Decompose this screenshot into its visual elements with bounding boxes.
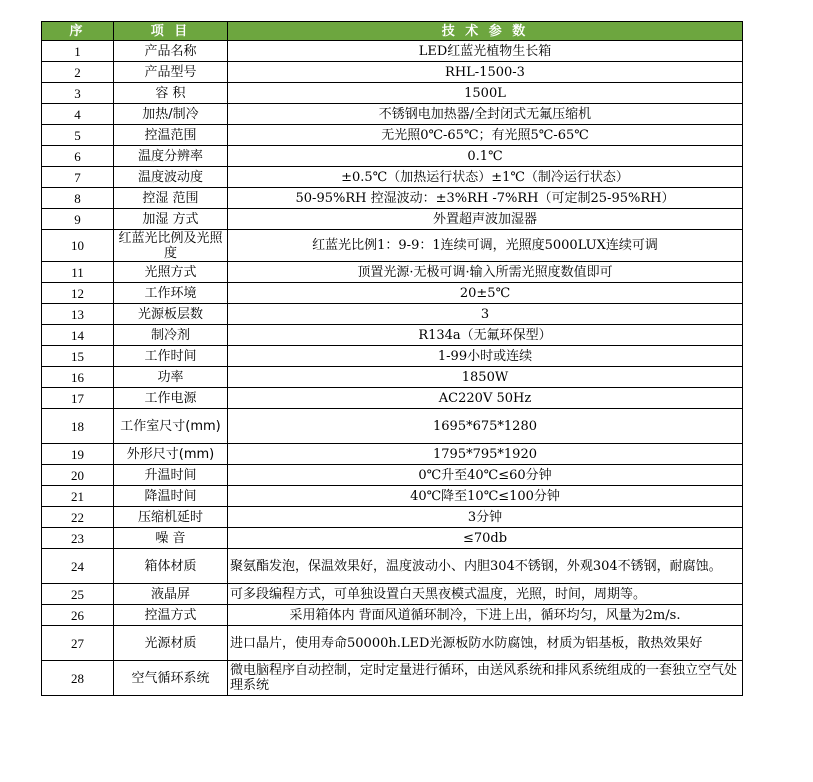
row-number: 5 bbox=[42, 125, 114, 146]
row-item-name: 噪 音 bbox=[114, 528, 228, 549]
row-spec-value: 20±5℃ bbox=[228, 283, 743, 304]
row-item-name: 空气循环系统 bbox=[114, 661, 228, 696]
row-item-name: 产品型号 bbox=[114, 62, 228, 83]
table-row bbox=[42, 62, 743, 83]
header-no: 序 bbox=[42, 22, 114, 41]
row-number: 24 bbox=[42, 549, 114, 584]
row-item-name: 工作环境 bbox=[114, 283, 228, 304]
table-row bbox=[42, 409, 743, 444]
row-item-name: 箱体材质 bbox=[114, 549, 228, 584]
row-number: 16 bbox=[42, 367, 114, 388]
row-spec-value: 3 bbox=[228, 304, 743, 325]
row-number: 13 bbox=[42, 304, 114, 325]
table-row bbox=[42, 209, 743, 230]
row-spec-value: ≤70db bbox=[228, 528, 743, 549]
table-row bbox=[42, 230, 743, 262]
row-spec-value: 3分钟 bbox=[228, 507, 743, 528]
row-item-name: 控温方式 bbox=[114, 605, 228, 626]
row-spec-value: 外置超声波加湿器 bbox=[228, 209, 743, 230]
table-row bbox=[42, 304, 743, 325]
row-spec-value: R134a（无氟环保型） bbox=[228, 325, 743, 346]
row-item-name: 功率 bbox=[114, 367, 228, 388]
row-number: 21 bbox=[42, 486, 114, 507]
row-number: 25 bbox=[42, 584, 114, 605]
table-row bbox=[42, 146, 743, 167]
spec-table bbox=[41, 21, 743, 696]
table-row bbox=[42, 549, 743, 584]
row-spec-value: 40℃降至10℃≤100分钟 bbox=[228, 486, 743, 507]
row-item-name: 工作时间 bbox=[114, 346, 228, 367]
row-item-name: 温度分辨率 bbox=[114, 146, 228, 167]
row-item-name: 降温时间 bbox=[114, 486, 228, 507]
row-spec-value: 红蓝光比例1：9-9：1连续可调，光照度5000LUX连续可调 bbox=[228, 230, 743, 262]
row-number: 8 bbox=[42, 188, 114, 209]
row-spec-value: 1795*795*1920 bbox=[228, 444, 743, 465]
row-spec-value: 顶置光源·无极可调·输入所需光照度数值即可 bbox=[228, 262, 743, 283]
table-row bbox=[42, 528, 743, 549]
table-row bbox=[42, 626, 743, 661]
row-spec-value: LED红蓝光植物生长箱 bbox=[228, 41, 743, 62]
table-row bbox=[42, 283, 743, 304]
table-row bbox=[42, 465, 743, 486]
row-item-name: 光源材质 bbox=[114, 626, 228, 661]
row-number: 1 bbox=[42, 41, 114, 62]
row-number: 9 bbox=[42, 209, 114, 230]
row-number: 19 bbox=[42, 444, 114, 465]
table-row bbox=[42, 262, 743, 283]
table-row bbox=[42, 367, 743, 388]
header-item: 项 目 bbox=[114, 22, 228, 41]
table-row bbox=[42, 584, 743, 605]
row-item-name: 光源板层数 bbox=[114, 304, 228, 325]
row-number: 20 bbox=[42, 465, 114, 486]
row-spec-value: 0.1℃ bbox=[228, 146, 743, 167]
row-item-name: 液晶屏 bbox=[114, 584, 228, 605]
table-row bbox=[42, 325, 743, 346]
row-number: 28 bbox=[42, 661, 114, 696]
row-item-name: 外形尺寸(mm) bbox=[114, 444, 228, 465]
table-row bbox=[42, 104, 743, 125]
row-item-name: 光照方式 bbox=[114, 262, 228, 283]
row-item-name: 产品名称 bbox=[114, 41, 228, 62]
row-item-name: 压缩机延时 bbox=[114, 507, 228, 528]
row-item-name: 控温范围 bbox=[114, 125, 228, 146]
table-row bbox=[42, 41, 743, 62]
row-spec-value: 无光照0℃-65℃；有光照5℃-65℃ bbox=[228, 125, 743, 146]
row-spec-value: ±0.5℃（加热运行状态）±1℃（制冷运行状态） bbox=[228, 167, 743, 188]
row-spec-value: 采用箱体内 背面风道循环制冷，下进上出，循环均匀，风量为2m/s. bbox=[228, 605, 743, 626]
row-item-name: 容 积 bbox=[114, 83, 228, 104]
row-spec-value: 可多段编程方式，可单独设置白天黑夜模式温度，光照，时间，周期等。 bbox=[228, 584, 743, 605]
row-number: 22 bbox=[42, 507, 114, 528]
row-spec-value: 聚氨酯发泡，保温效果好，温度波动小、内胆304不锈钢，外观304不锈钢，耐腐蚀。 bbox=[228, 549, 743, 584]
row-number: 2 bbox=[42, 62, 114, 83]
row-number: 23 bbox=[42, 528, 114, 549]
row-spec-value: 1850W bbox=[228, 367, 743, 388]
row-number: 6 bbox=[42, 146, 114, 167]
header-spec: 技 术 参 数 bbox=[228, 22, 743, 41]
row-number: 3 bbox=[42, 83, 114, 104]
table-row bbox=[42, 486, 743, 507]
table-row bbox=[42, 346, 743, 367]
row-spec-value: 进口晶片，使用寿命50000h.LED光源板防水防腐蚀，材质为铝基板，散热效果好 bbox=[228, 626, 743, 661]
row-number: 26 bbox=[42, 605, 114, 626]
row-item-name: 工作室尺寸(mm) bbox=[114, 409, 228, 444]
table-row bbox=[42, 125, 743, 146]
row-spec-value: 1695*675*1280 bbox=[228, 409, 743, 444]
row-spec-value: 微电脑程序自动控制，定时定量进行循环，由送风系统和排风系统组成的一套独立空气处理系统 bbox=[228, 661, 743, 696]
row-number: 4 bbox=[42, 104, 114, 125]
row-spec-value: RHL-1500-3 bbox=[228, 62, 743, 83]
row-spec-value: 0℃升至40℃≤60分钟 bbox=[228, 465, 743, 486]
row-item-name: 控湿 范围 bbox=[114, 188, 228, 209]
row-number: 12 bbox=[42, 283, 114, 304]
table-row bbox=[42, 444, 743, 465]
row-spec-value: 不锈钢电加热器/全封闭式无氟压缩机 bbox=[228, 104, 743, 125]
row-number: 10 bbox=[42, 230, 114, 262]
row-item-name: 工作电源 bbox=[114, 388, 228, 409]
row-number: 11 bbox=[42, 262, 114, 283]
row-item-name: 温度波动度 bbox=[114, 167, 228, 188]
table-row bbox=[42, 188, 743, 209]
row-item-name: 加热/制冷 bbox=[114, 104, 228, 125]
row-item-name: 制冷剂 bbox=[114, 325, 228, 346]
row-item-name: 升温时间 bbox=[114, 465, 228, 486]
row-spec-value: 50-95%RH 控湿波动：±3%RH -7%RH（可定制25-95%RH） bbox=[228, 188, 743, 209]
row-spec-value: AC220V 50Hz bbox=[228, 388, 743, 409]
row-number: 7 bbox=[42, 167, 114, 188]
row-number: 27 bbox=[42, 626, 114, 661]
row-item-name: 加湿 方式 bbox=[114, 209, 228, 230]
table-row bbox=[42, 605, 743, 626]
row-number: 17 bbox=[42, 388, 114, 409]
table-header-row bbox=[42, 22, 743, 41]
row-number: 14 bbox=[42, 325, 114, 346]
table-row bbox=[42, 388, 743, 409]
row-number: 15 bbox=[42, 346, 114, 367]
table-row bbox=[42, 167, 743, 188]
row-spec-value: 1-99小时或连续 bbox=[228, 346, 743, 367]
table-row bbox=[42, 507, 743, 528]
row-spec-value: 1500L bbox=[228, 83, 743, 104]
row-number: 18 bbox=[42, 409, 114, 444]
table-row bbox=[42, 661, 743, 696]
row-item-name: 红蓝光比例及光照度 bbox=[114, 230, 228, 262]
table-row bbox=[42, 83, 743, 104]
